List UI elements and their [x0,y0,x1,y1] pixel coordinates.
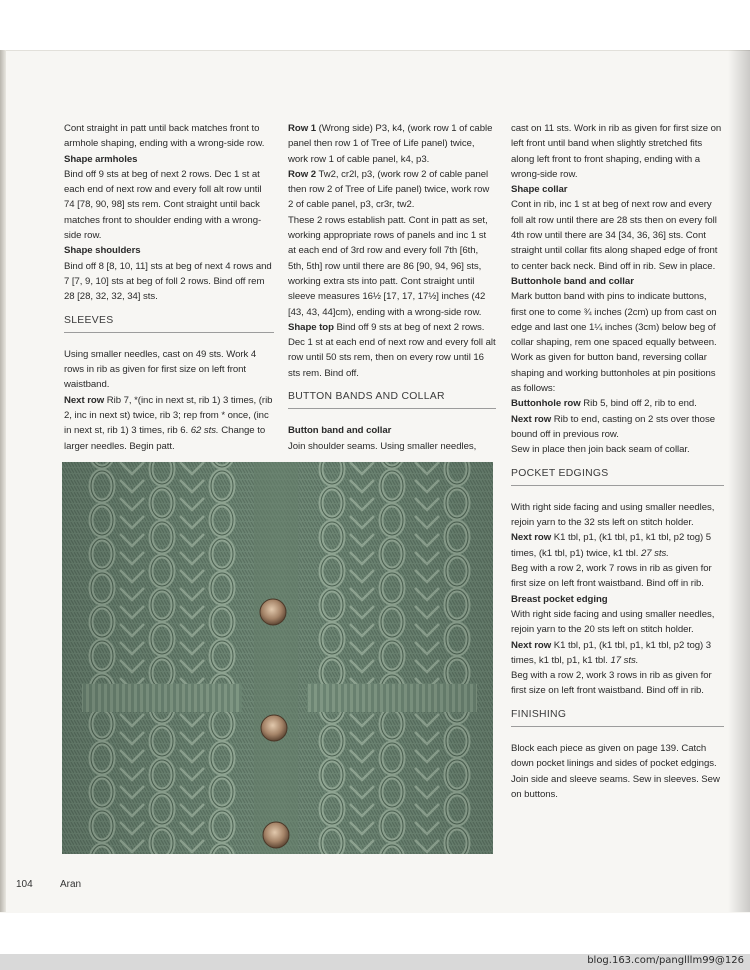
paragraph: Cont straight in patt until back matches front to armhole shaping, ending with a wrong-side row. [64,123,265,150]
section-heading-finishing: FINISHING [511,707,724,727]
row-text: Rib 5, bind off 2, rib to end. [580,398,697,410]
stitch-count: 62 sts. [190,425,219,437]
text-column-3 [511,121,724,802]
paragraph-next-row [511,530,724,561]
paragraph: Beg with a row 2, work 3 rows in rib as given for first size on left front waistband. Bind off in rib. [511,670,712,697]
paragraph-next-row [511,638,724,669]
stitch-count: 17 sts. [610,654,639,666]
paragraph-buttonhole-row [511,396,724,411]
paragraph-row-1 [288,121,496,167]
row-label: Next row [64,394,105,406]
row-text: K1 tbl, p1, (k1 tbl, p1, k1 tbl, p2 tog) 5 times, (k1 tbl, p1) twice, k1 tbl. [511,532,712,559]
section-heading-pocket-edgings: POCKET EDGINGS [511,466,724,486]
paragraph: Using smaller needles, cast on 49 sts. Work 4 rows in rib as given for first size on left front waistband. [64,348,257,391]
knit-cardigan-photo [62,462,493,854]
row-label: Buttonhole row [511,398,581,410]
subheading-breast-pocket: Breast pocket edging [511,593,608,605]
paragraph: Bind off 8 [8, 10, 11] sts at beg of next 4 rows and 7 [7, 9, 10] sts at beg of foll 2 rows. Bind off rem 28 [28, 32, 32, 34] sts. [64,260,272,303]
paragraph: Join shoulder seams. Using smaller needles, [288,440,477,452]
row-label: Next row [511,532,552,544]
row-text: Rib 7, *(inc in next st, rib 1) 3 times, (rib 2, inc in next st) twice, rib 3; rep from * once, (inc in next st, rib 1) 3 times, rib 6. [64,394,273,437]
subheading-shape-shoulders: Shape shoulders [64,245,141,257]
paragraph: Mark button band with pins to indicate buttons, first one to come ¾ inches (2cm) up from cast on edge and last one 1¼ inches (3cm) below beg of collar shaping, rem one spaced equally between. Work as given for button band, reversing collar shaping and working buttonholes at pin positions as follows: [511,291,717,395]
paragraph: These 2 rows establish patt. Cont in patt as set, working appropriate rows of panels and inc 1 st at each end of 3rd row and every foll 7th [6th, 5th, 5th] row until there are 86 [90, 94, 96] sts, working extra sts into patt. Cont straight until sleeve measures 16½ [17, 17, 17½] inches (42 [43, 43, 44]cm), ending with a wrong-side row. [288,214,488,318]
paragraph: With right side facing and using smaller needles, rejoin yarn to the 20 sts left on stitch holder. [511,608,715,636]
row-label: Row 2 [288,168,317,180]
running-title: Aran [60,879,82,890]
paragraph-next-row [64,393,274,454]
subheading-shape-collar: Shape collar [511,184,568,196]
stitch-count: 27 sts. [640,547,669,559]
row-text: K1 tbl, p1, (k1 tbl, p1, k1 tbl, p2 tog) 3 times, k1 tbl, p1, k1 tbl. [511,639,712,666]
subheading-button-band: Button band and collar [288,425,392,437]
page-edge-shadow [728,50,750,912]
paragraph-shape-top [288,320,496,381]
section-heading-sleeves: SLEEVES [64,313,274,333]
row-text: Change to larger needles. Begin patt. [64,425,266,452]
row-text: Bind off 9 sts at beg of next 2 rows. Dec 1 st at each end of next row and every foll alt row until 50 sts rem, then on every row until 16 sts rem. Bind off. [288,321,496,379]
row-label: Shape top [288,321,334,333]
row-label: Row 1 [288,123,317,134]
text-column-1 [64,121,274,454]
paragraph: With right side facing and using smaller needles, rejoin yarn to the 32 sts left on stitch holder. [511,501,715,529]
watermark-url: blog.163.com/panglllm99@126 [587,955,744,966]
paragraph-next-row [511,412,724,443]
row-label: Next row [511,639,552,651]
paragraph: Sew in place then join back seam of collar. [511,444,690,456]
paragraph: Bind off 9 sts at beg of next 2 rows. Dec 1 st at each end of next row and every foll alt row until 74 [78, 90, 98] sts rem. Cont straight until back matches front to shoulder ending with a wrong-side row. [64,168,262,242]
paragraph: Beg with a row 2, work 7 rows in rib as given for first size on left front waistband. Bind off in rib. [511,563,712,590]
paragraph: cast on 11 sts. Work in rib as given for first size on left front until band when slightly stretched fits along left front to front shaping, ending with a wrong-side row. [511,123,722,180]
subheading-buttonhole-band: Buttonhole band and collar [511,275,634,287]
knit-texture [62,462,493,854]
text-column-2 [288,121,496,454]
subheading-shape-armholes: Shape armholes [64,153,138,165]
page-number: 104 [16,879,33,890]
section-heading-button-bands: BUTTON BANDS AND COLLAR [288,389,496,409]
paragraph-row-2 [288,167,496,213]
row-label: Next row [511,413,552,425]
row-text: Rib to end, casting on 2 sts over those bound off in previous row. [511,413,715,440]
row-text: (Wrong side) P3, k4, (work row 1 of cable panel then row 1 of Tree of Life panel) twice, work row 1 of cable panel, k4, p3. [288,123,493,165]
book-spine-shadow [0,50,6,912]
row-text: Tw2, cr2l, p3, (work row 2 of cable panel then row 2 of Tree of Life panel) twice, work row 2 of cable panel, p3, cr3r, tw2. [288,168,490,211]
paragraph: Block each piece as given on page 139. Catch down pocket linings and sides of pocket edgings. Join side and sleeve seams. Sew in sleeves. Sew on buttons. [511,742,720,800]
paragraph: Cont in rib, inc 1 st at beg of next row and every foll alt row until there are 28 sts then on every foll 4th row until there are 34 [34, 36, 36] sts. Cont straight until collar fits along shaped edge of front to center back neck. Bind off in rib. Sew in place. [511,199,718,272]
